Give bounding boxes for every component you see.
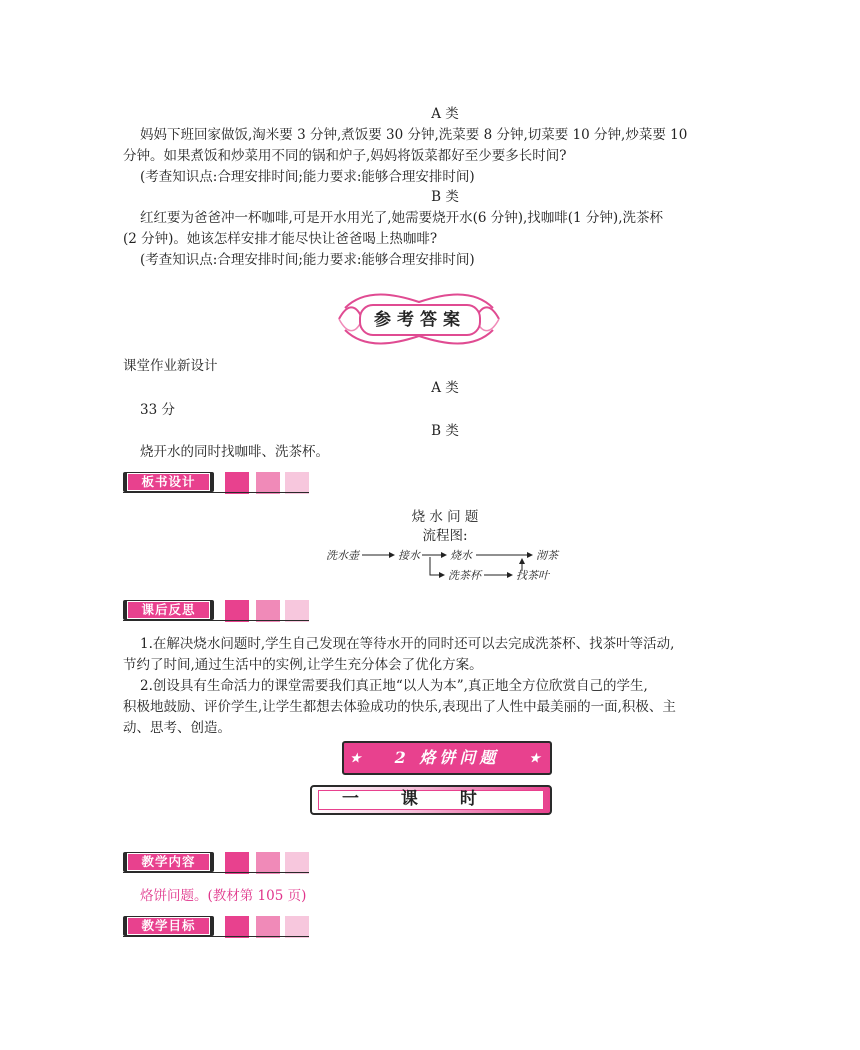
answer-section-label: 课堂作业新设计 <box>123 358 218 374</box>
section-board-label: 板书设计 <box>127 473 210 491</box>
decor-square <box>225 852 249 874</box>
reflection-2-line1: 2.创设具有生命活力的课堂需要我们真正地“以人为本”,真正地全方位欣赏自己的学生, <box>140 678 648 694</box>
board-title: 烧 水 问 题 <box>411 509 479 525</box>
teaching-content-text: 烙饼问题。(教材第 105 页) <box>140 888 307 904</box>
answer-a-title: A 类 <box>431 380 459 396</box>
exercise-b-line2: (2 分钟)。她该怎样安排才能尽快让爸爸喝上热咖啡? <box>123 231 438 247</box>
answer-b-text: 烧开水的同时找咖啡、洗茶杯。 <box>140 444 329 460</box>
exercise-b-title: B 类 <box>431 189 459 205</box>
exercise-a-line2: 分钟。如果煮饭和炒菜用不同的锅和炉子,妈妈将饭菜都好至少要多长时间? <box>123 148 567 164</box>
reflection-1-line1: 1.在解决烧水问题时,学生自己发现在等待水开的同时还可以去完成洗茶杯、找茶叶等活动, <box>140 636 675 652</box>
decor-square <box>285 600 309 622</box>
decor-square <box>225 916 249 938</box>
answer-b-title: B 类 <box>431 423 459 439</box>
flow-node-fill-water: 接水 <box>398 549 420 562</box>
decor-square <box>285 472 309 494</box>
decor-square <box>256 916 280 938</box>
exercise-a-note: (考查知识点:合理安排时间;能力要求:能够合理安排时间) <box>140 169 475 185</box>
answer-banner <box>335 286 503 352</box>
answer-a-text: 33 分 <box>140 402 175 418</box>
decor-square <box>256 600 280 622</box>
section-reflection-label: 课后反思 <box>127 601 210 619</box>
reflection-1-line2: 节约了时间,通过生活中的实例,让学生充分体会了优化方案。 <box>123 657 483 673</box>
exercise-b-note: (考查知识点:合理安排时间;能力要求:能够合理安排时间) <box>140 252 475 268</box>
flow-diagram <box>326 545 566 585</box>
flow-node-wash-cup: 洗茶杯 <box>448 569 481 582</box>
decor-square <box>256 472 280 494</box>
flow-node-make-tea: 沏茶 <box>536 549 558 562</box>
reflection-2-line2: 积极地鼓励、评价学生,让学生都想去体验成功的快乐,表现出了人性中最美丽的一面,积极、主 <box>123 699 676 715</box>
star-icon: ★ <box>529 751 544 765</box>
exercise-a-title: A 类 <box>431 106 459 122</box>
exercise-b-line1: 红红要为爸爸冲一杯咖啡,可是开水用光了,她需要烧开水(6 分钟),找咖啡(1 分钟),洗茶杯 <box>140 210 663 226</box>
answer-banner-label: 参考答案 <box>359 304 481 336</box>
board-subtitle: 流程图: <box>422 528 468 544</box>
star-icon: ★ <box>350 751 365 765</box>
decor-square <box>225 600 249 622</box>
period-title: 一 课 时 <box>342 789 495 809</box>
period-banner <box>310 785 552 815</box>
exercise-a-line1: 妈妈下班回家做饭,淘米要 3 分钟,煮饭要 30 分钟,洗菜要 8 分钟,切菜要 10 分钟,炒菜要 10 <box>140 127 688 143</box>
lesson-title: 2 烙饼问题 <box>394 748 500 767</box>
section-goal-label: 教学目标 <box>127 917 210 935</box>
decor-square <box>256 852 280 874</box>
flow-node-find-tea: 找茶叶 <box>516 569 549 582</box>
reflection-2-line3: 动、思考、创造。 <box>123 720 231 736</box>
flow-node-boil-water: 烧水 <box>450 549 472 562</box>
flow-node-wash-kettle: 洗水壶 <box>326 549 359 562</box>
decor-square <box>285 916 309 938</box>
lesson-title-banner <box>342 741 552 775</box>
decor-square <box>285 852 309 874</box>
flow-arrows-icon <box>326 545 566 585</box>
decor-square <box>225 472 249 494</box>
section-content-label: 教学内容 <box>127 853 210 871</box>
